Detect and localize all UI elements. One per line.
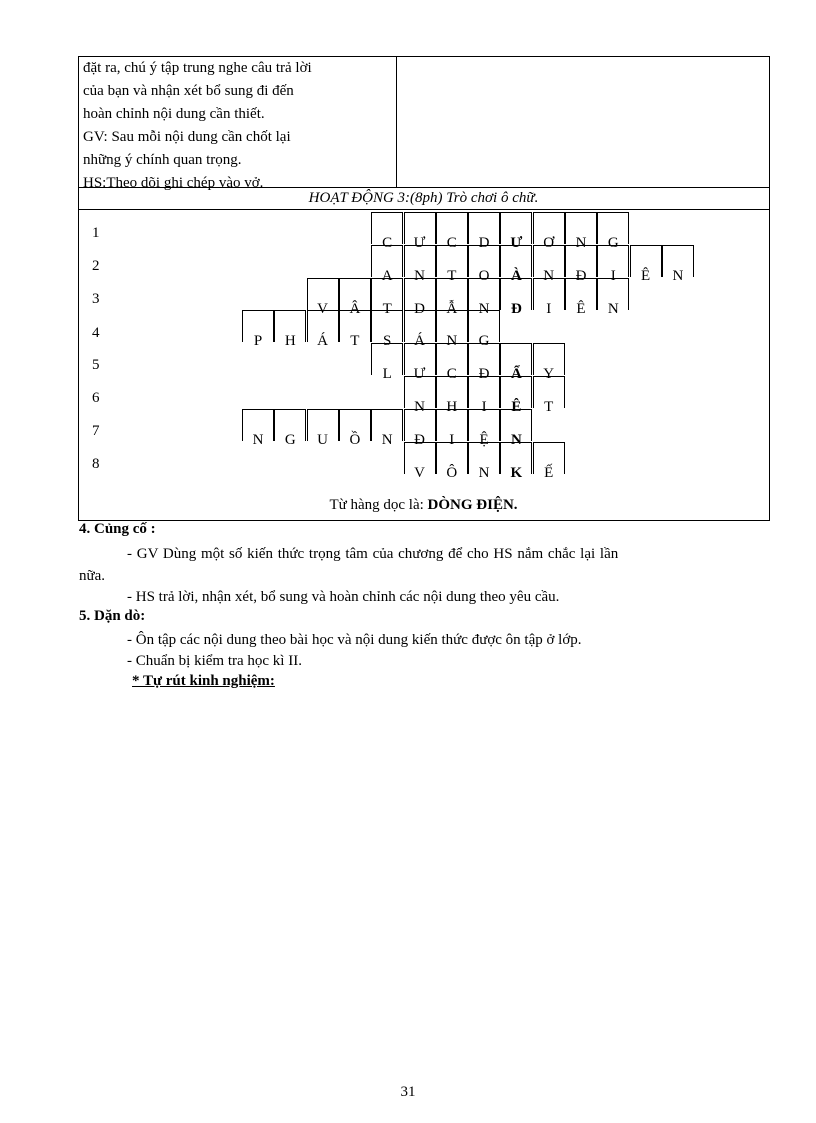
section-4-title: 4. Củng cố : xyxy=(79,521,156,537)
section-5-paragraph-1: - Ôn tập các nội dung theo bài học và nội dung kiến thức được ôn tập ở lớp. xyxy=(127,632,582,648)
crossword-letter: N xyxy=(381,431,393,448)
crossword-cell xyxy=(404,442,436,481)
crossword-letter: D xyxy=(414,300,425,317)
crossword-cell xyxy=(533,245,565,284)
activity-title: HOẠT ĐỘNG 3:(8ph) Trò chơi ô chữ. xyxy=(308,190,539,206)
crossword-letter: Đ xyxy=(575,267,587,284)
crossword-letter: Ế xyxy=(544,464,554,481)
crossword-letter: Ư xyxy=(510,235,523,251)
crossword-letter: G xyxy=(284,431,296,448)
crossword-cell xyxy=(371,343,403,383)
crossword-letter: T xyxy=(447,267,457,284)
crossword-cell xyxy=(500,278,532,317)
page-number: 31 xyxy=(400,1084,416,1100)
crossword-cell xyxy=(468,409,500,448)
self-reflection-heading: * Tự rút kinh nghiệm: xyxy=(132,673,275,689)
crossword-letter: I xyxy=(449,431,455,448)
crossword-letter: Ẫ xyxy=(446,300,458,317)
crossword-letter: N xyxy=(252,431,264,448)
crossword-cell xyxy=(468,310,500,350)
crossword-cell xyxy=(468,343,500,383)
crossword-letter: S xyxy=(383,333,392,350)
crossword-letter: Á xyxy=(317,333,329,350)
crossword-letter: H xyxy=(446,399,458,415)
crossword-cell xyxy=(565,212,597,251)
crossword-letter: Á xyxy=(414,333,425,350)
crossword-cell xyxy=(500,376,532,415)
crossword-cell xyxy=(339,310,371,350)
crossword-cell xyxy=(597,212,629,251)
crossword-letter: D xyxy=(478,235,490,251)
crossword-cell xyxy=(404,278,436,317)
crossword-letter: V xyxy=(414,464,425,481)
section-4-paragraph-1: - GV Dùng một số kiến thức trọng tâm của chương để cho HS nắm chắc lại lần xyxy=(127,546,619,562)
crossword-letter: I xyxy=(481,399,487,415)
crossword-cell xyxy=(274,409,306,448)
crossword-letter: G xyxy=(607,235,619,251)
row-number: 5 xyxy=(92,357,100,373)
crossword-cell xyxy=(274,310,306,350)
crossword-cell xyxy=(404,409,436,448)
crossword-letter: Ơ xyxy=(543,235,555,251)
crossword-letter: Ô xyxy=(446,464,458,481)
table-row-divider-2 xyxy=(78,209,769,210)
crossword-letter: H xyxy=(284,333,296,350)
crossword-letter: A xyxy=(381,267,393,284)
crossword-cell xyxy=(436,278,468,317)
row-number: 1 xyxy=(92,225,100,241)
crossword-letter: Y xyxy=(543,366,555,383)
crossword-cell xyxy=(371,310,403,350)
crossword-letter: U xyxy=(317,431,329,448)
crossword-letter: N xyxy=(510,431,522,448)
crossword-cell xyxy=(242,310,274,350)
crossword-letter: C xyxy=(382,235,393,251)
row-number: 3 xyxy=(92,291,100,307)
crossword-cell xyxy=(468,278,500,317)
answer-word: DÒNG ĐIỆN. xyxy=(427,497,518,513)
crossword-cell xyxy=(242,409,274,448)
crossword-cell xyxy=(565,245,597,284)
crossword-letter: Ồ xyxy=(349,431,361,448)
crossword-cell xyxy=(339,409,371,448)
crossword-letter: N xyxy=(543,267,555,284)
crossword-cell xyxy=(565,278,597,317)
crossword-letter: À xyxy=(510,267,522,284)
crossword-letter: N xyxy=(414,267,425,284)
crossword-cell xyxy=(371,245,403,284)
crossword-letter: O xyxy=(478,267,490,284)
crossword-letter: Ẩ xyxy=(510,366,522,383)
crossword-cell xyxy=(404,376,436,415)
crossword-cell xyxy=(404,343,436,383)
crossword-cell xyxy=(533,343,565,383)
crossword-cell xyxy=(533,212,565,251)
crossword-cell xyxy=(371,409,403,448)
crossword-cell xyxy=(307,310,339,350)
crossword-letter: N xyxy=(575,235,587,251)
crossword-cell xyxy=(404,310,436,350)
crossword-cell xyxy=(468,376,500,415)
crossword-cell xyxy=(500,245,532,284)
crossword-cell xyxy=(404,245,436,284)
crossword-cell xyxy=(404,212,436,251)
crossword-cell xyxy=(436,376,468,415)
teacher-notes-cell xyxy=(83,57,395,195)
crossword-letter: Ê xyxy=(641,267,651,284)
crossword-cell xyxy=(662,245,694,284)
crossword-letter: I xyxy=(610,267,616,284)
crossword-letter: T xyxy=(350,333,360,350)
crossword-letter: C xyxy=(446,235,457,251)
crossword-cell xyxy=(500,212,532,251)
crossword-cell xyxy=(436,245,468,284)
crossword-letter: Đ xyxy=(478,366,490,383)
row-number: 8 xyxy=(92,456,100,472)
crossword-letter: I xyxy=(546,300,552,317)
crossword-cell xyxy=(307,409,339,448)
crossword-letter: T xyxy=(544,399,554,415)
crossword-letter: Ê xyxy=(511,399,522,415)
teacher-notes-line: đặt ra, chú ý tập trung nghe câu trả lời xyxy=(83,60,312,76)
crossword-letter: C xyxy=(446,366,457,383)
crossword-cell xyxy=(597,278,629,317)
section-5-paragraph-2: - Chuẩn bị kiểm tra học kì II. xyxy=(127,653,302,669)
crossword-letter: Đ xyxy=(414,431,425,448)
crossword-cell xyxy=(436,343,468,383)
crossword-letter: Â xyxy=(349,300,361,317)
section-4-paragraph-2: - HS trả lời, nhận xét, bổ sung và hoàn chỉnh các nội dung theo yêu cầu. xyxy=(127,589,560,605)
table-column-divider xyxy=(396,56,397,187)
crossword-cell xyxy=(597,245,629,284)
crossword-cell xyxy=(307,278,339,317)
crossword-letter: L xyxy=(382,366,392,383)
crossword-letter: N xyxy=(478,300,490,317)
crossword-cell xyxy=(436,212,468,251)
answer-prefix: Từ hàng dọc là: xyxy=(329,497,424,513)
crossword-answer xyxy=(78,497,769,514)
crossword-cell xyxy=(436,310,468,350)
crossword-letter: N xyxy=(414,399,425,415)
crossword-letter: Ê xyxy=(576,300,586,317)
teacher-notes-line: những ý chính quan trọng. xyxy=(83,152,242,168)
crossword-cell xyxy=(630,245,662,284)
crossword-cell xyxy=(468,442,500,481)
section-5-title: 5. Dặn dò: xyxy=(79,608,146,624)
crossword-cell xyxy=(371,278,403,317)
crossword-letter: K xyxy=(510,464,523,481)
crossword-letter: N xyxy=(446,333,458,350)
row-number: 7 xyxy=(92,423,100,439)
teacher-notes-line: hoàn chỉnh nội dung cần thiết. xyxy=(83,106,265,122)
crossword-letter: Ư xyxy=(413,366,426,383)
crossword-letter: Ệ xyxy=(479,431,489,448)
crossword-cell xyxy=(436,409,468,448)
teacher-notes-line: HS:Theo dõi ghi chép vào vở. xyxy=(83,175,264,191)
crossword-cell xyxy=(371,212,403,251)
crossword-cell xyxy=(468,212,500,251)
row-number: 2 xyxy=(92,258,100,274)
crossword-letter: N xyxy=(478,464,490,481)
crossword-cell xyxy=(500,442,532,481)
crossword-letter: N xyxy=(607,300,619,317)
section-4-paragraph-1-cont: nữa. xyxy=(79,568,106,584)
crossword-letter: T xyxy=(382,300,392,317)
crossword-cell xyxy=(533,376,565,415)
crossword-cell xyxy=(500,409,532,448)
crossword-cell xyxy=(436,442,468,481)
crossword-cell xyxy=(533,442,565,481)
crossword-cell xyxy=(339,278,371,317)
row-number: 4 xyxy=(92,325,100,341)
crossword-cell xyxy=(468,245,500,284)
crossword-letter: Đ xyxy=(510,300,522,317)
teacher-notes-line: GV: Sau mỗi nội dung cần chốt lại xyxy=(83,129,291,145)
crossword-letter: G xyxy=(478,333,490,350)
row-number: 6 xyxy=(92,390,100,406)
crossword-letter: P xyxy=(253,333,263,350)
crossword-letter: N xyxy=(672,267,684,284)
crossword-letter: V xyxy=(317,300,329,317)
crossword-cell xyxy=(533,278,565,317)
crossword-letter: Ư xyxy=(413,235,426,251)
teacher-notes-line: của bạn và nhận xét bổ sung đi đến xyxy=(83,83,294,99)
crossword-cell xyxy=(500,343,532,383)
